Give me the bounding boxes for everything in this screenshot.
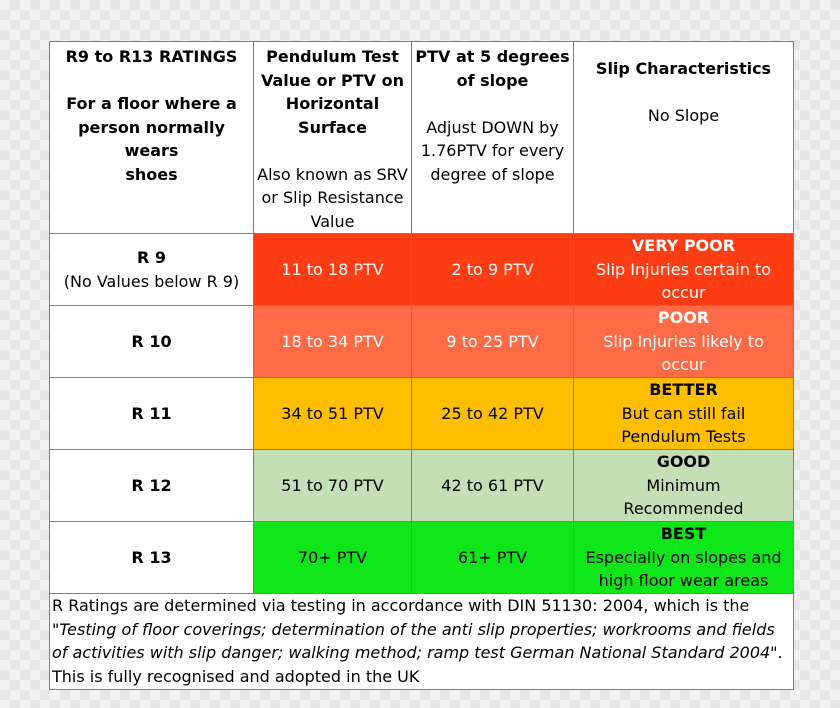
rating-cell: R 11 (50, 378, 254, 450)
footer-row (50, 594, 794, 690)
ptv-cell: 51 to 70 PTV (254, 450, 412, 522)
ptv-slope-cell: 61+ PTV (412, 522, 574, 594)
table-row (50, 234, 794, 306)
ptv-cell: 18 to 34 PTV (254, 306, 412, 378)
footer-citation: "Testing of floor coverings; determination of the anti slip properties; workrooms and fields of activities with slip danger; walking method; ramp test German National Standard 2004" (52, 619, 778, 662)
ptv-slope-cell: 9 to 25 PTV (412, 306, 574, 378)
rating-cell: R 9 (No Values below R 9) (50, 234, 254, 306)
table-row (50, 378, 794, 450)
slip-cell: BETTER But can still fail Pendulum Tests (574, 378, 794, 450)
rating-cell: R 12 (50, 450, 254, 522)
table-row (50, 522, 794, 594)
footer-outro: . This is fully recognised and adopted in the UK (52, 643, 783, 686)
footer-note (50, 594, 794, 690)
rating-cell: R 13 (50, 522, 254, 594)
slip-cell: BEST Especially on slopes and high floor wear areas (574, 522, 794, 594)
header-ptv: Pendulum Test Value or PTV on Horizontal Surface Also known as SRV or Slip Resistance Value (254, 42, 412, 234)
slip-cell: GOOD Minimum Recommended (574, 450, 794, 522)
table-row (50, 450, 794, 522)
ptv-slope-cell: 25 to 42 PTV (412, 378, 574, 450)
ptv-cell: 70+ PTV (254, 522, 412, 594)
ptv-slope-cell: 2 to 9 PTV (412, 234, 574, 306)
header-row (50, 42, 794, 234)
header-ptv-slope: PTV at 5 degrees of slope Adjust DOWN by 1.76PTV for every degree of slope (412, 42, 574, 234)
footer-intro: R Ratings are determined via testing in accordance with DIN 51130: 2004, which is the (52, 596, 750, 615)
slip-ratings-table (49, 41, 794, 690)
ptv-cell: 34 to 51 PTV (254, 378, 412, 450)
ptv-cell: 11 to 18 PTV (254, 234, 412, 306)
slip-cell: POOR Slip Injuries likely to occur (574, 306, 794, 378)
header-ratings: R9 to R13 RATINGS For a floor where a person normally wears shoes (50, 42, 254, 234)
slip-cell: VERY POOR Slip Injuries certain to occur (574, 234, 794, 306)
table-row (50, 306, 794, 378)
rating-cell: R 10 (50, 306, 254, 378)
header-slip: Slip Characteristics No Slope (574, 42, 794, 234)
ptv-slope-cell: 42 to 61 PTV (412, 450, 574, 522)
